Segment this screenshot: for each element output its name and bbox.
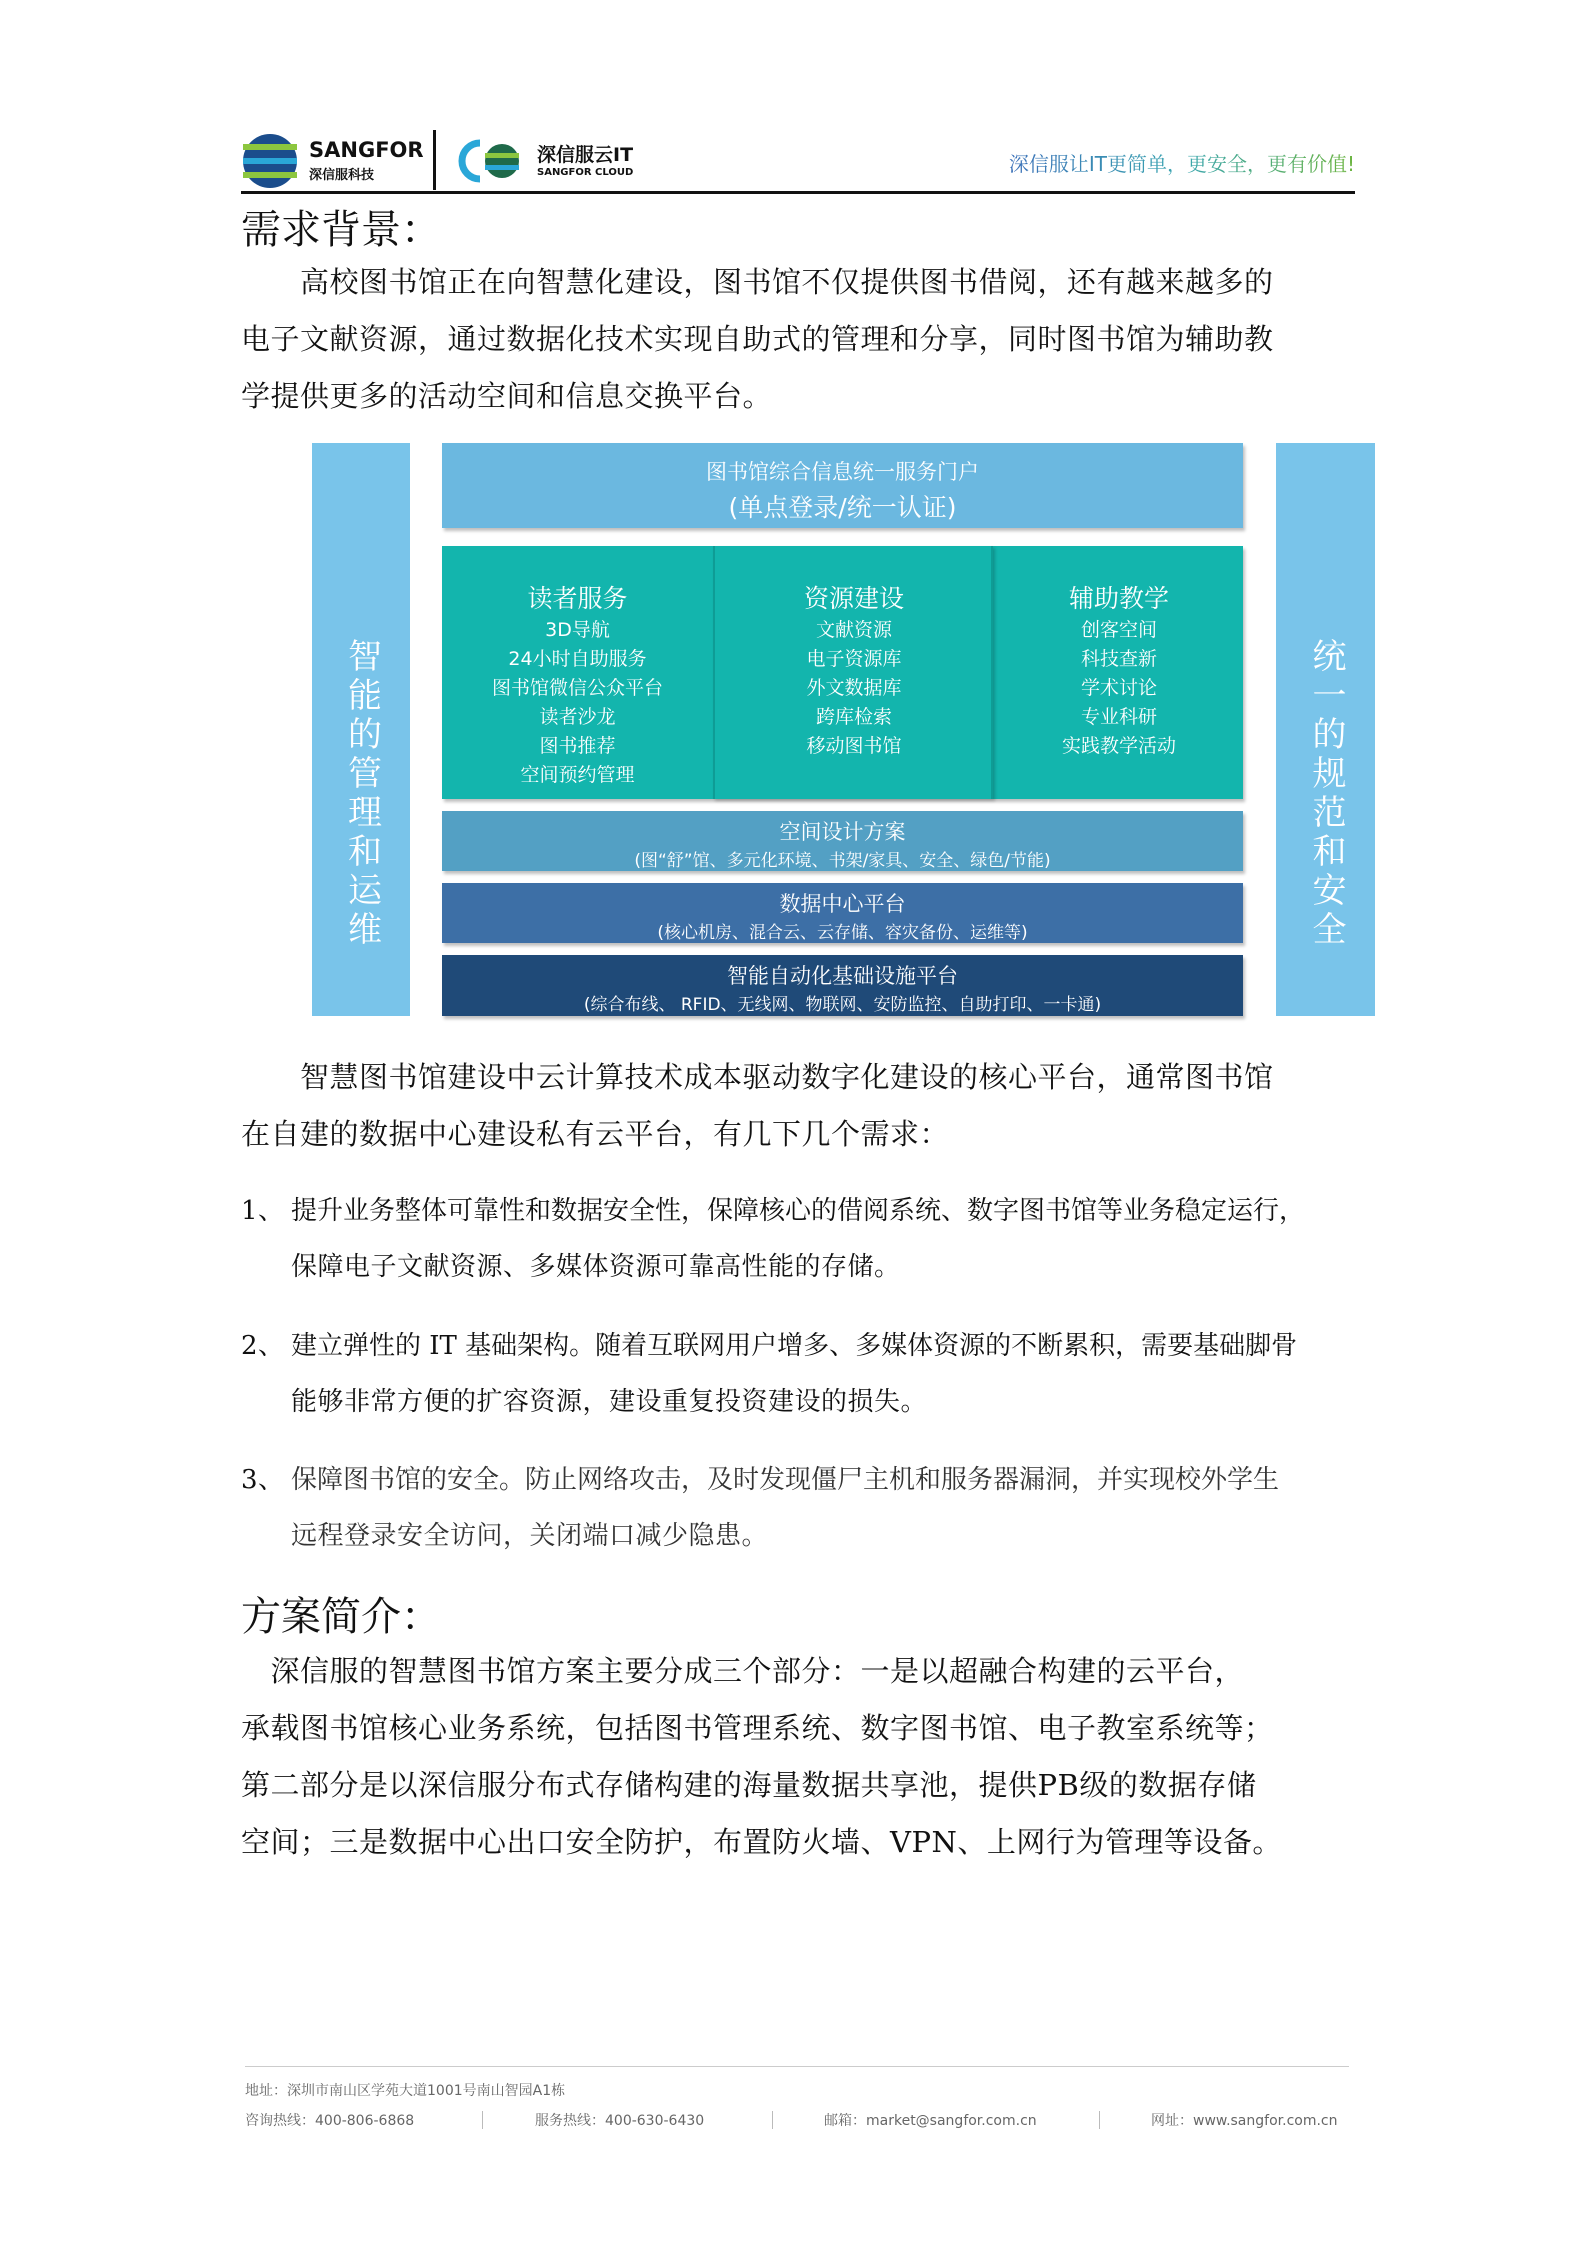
layer-title: 智能自动化基础设施平台 [727,964,958,988]
left-bar-label: 智能的管理和运维 [341,637,382,950]
footer-address: 地址：深圳市南山区学苑大道1001号南山智园A1栋 [245,2083,566,2099]
footer-separator [772,2111,773,2129]
footer-consult-phone: 咨询热线：400-806-6868 [245,2113,415,2129]
tagline: 深信服让IT更简单，更安全，更有价值! [1009,148,1355,177]
list-number: 1、 [241,1196,285,1226]
column-title: 读者服务 [527,584,628,613]
column-item: 读者沙龙 [539,706,616,728]
logo-divider [433,130,436,190]
column-title: 资源建设 [803,584,904,613]
column-item: 图书推荐 [539,735,616,757]
footer-website[interactable]: 网址：www.sangfor.com.cn [1151,2113,1338,2129]
list-number: 2、 [241,1331,285,1361]
footer-email[interactable]: 邮箱：market@sangfor.com.cn [824,2113,1037,2129]
column-item: 文献资源 [815,619,892,641]
portal-sub: (单点登录/统一认证) [728,493,957,522]
footer-separator [1099,2111,1100,2129]
column-teaching-support [991,546,1245,799]
list-number: 3、 [241,1465,285,1495]
column-item: 科技查新 [1080,648,1157,670]
paragraph-line: 承载图书馆核心业务系统，包括图书管理系统、数字图书馆、电子教室系统等； [241,1711,1274,1745]
logo-sangfor-sub: 深信服科技 [309,168,375,183]
layer-title: 数据中心平台 [779,892,906,916]
list-item-line: 保障图书馆的安全。防止网络攻击，及时发现僵尸主机和服务器漏洞，并实现校外学生 [291,1465,1280,1495]
paragraph-line: 第二部分是以深信服分布式存储构建的海量数据共享池，提供PB级的数据存储 [241,1768,1257,1802]
layer-sub: (图“舒”馆、多元化环境、书架/家具、安全、绿色/节能) [634,851,1051,871]
paragraph-line: 学提供更多的活动空间和信息交换平台。 [241,379,773,413]
layer-title: 空间设计方案 [779,820,906,844]
column-item: 24小时自助服务 [508,648,647,670]
services-box [442,546,1243,799]
portal-box [442,443,1243,528]
column-item: 跨库检索 [815,706,892,728]
paragraph-line: 深信服的智慧图书馆方案主要分成三个部分：一是以超融合构建的云平台， [241,1654,1245,1688]
header-rule [241,191,1355,194]
layer-sub: (综合布线、 RFID、无线网、物联网、安防监控、自助打印、一卡通) [583,995,1102,1015]
list-item-line: 能够非常方便的扩容资源，建设重复投资建设的损失。 [291,1387,928,1417]
sangfor-cloud-logo-icon [458,135,528,185]
section-heading-solution: 方案简介： [241,1594,441,1640]
footer-service-phone: 服务热线：400-630-6430 [535,2113,705,2129]
paragraph-line: 智慧图书馆建设中云计算技术成本驱动数字化建设的核心平台，通常图书馆 [241,1060,1274,1094]
logo-sangfor-text: SANGFOR [309,138,424,162]
column-item: 空间预约管理 [520,764,635,786]
layer-space-design [442,811,1243,871]
paragraph-line: 高校图书馆正在向智慧化建设，图书馆不仅提供图书借阅，还有越来越多的 [241,265,1274,299]
sangfor-logo-icon [241,132,299,190]
column-item: 外文数据库 [806,677,902,699]
left-bar-management [312,443,410,1016]
column-item: 实践教学活动 [1061,735,1176,757]
paragraph-line: 空间；三是数据中心出口安全防护，布置防火墙、VPN、上网行为管理等设备。 [241,1825,1282,1859]
paragraph-line: 电子文献资源，通过数据化技术实现自助式的管理和分享，同时图书馆为辅助教 [241,322,1274,356]
list-item-line: 建立弹性的 IT 基础架构。随着互联网用户增多、多媒体资源的不断累积，需要基础脚骨 [291,1331,1298,1361]
list-item-line: 远程登录安全访问，关闭端口减少隐患。 [291,1521,769,1551]
logo-cloud-sub: SANGFOR CLOUD [537,167,634,178]
column-item: 创客空间 [1080,619,1157,641]
section-heading-background: 需求背景： [241,207,441,253]
column-item: 电子资源库 [806,648,902,670]
list-item-line: 提升业务整体可靠性和数据安全性，保障核心的借阅系统、数字图书馆等业务稳定运行， [291,1196,1306,1226]
column-item: 学术讨论 [1080,677,1157,699]
column-item: 移动图书馆 [806,735,902,757]
right-bar-security [1276,443,1375,1016]
column-item: 图书馆微信公众平台 [491,677,663,699]
list-item-line: 保障电子文献资源、多媒体资源可靠高性能的存储。 [291,1252,901,1282]
column-reader-services [442,546,713,799]
layer-datacenter [442,883,1243,943]
paragraph-line: 在自建的数据中心建设私有云平台，有几下几个需求： [241,1117,950,1151]
layer-infrastructure [442,955,1243,1016]
right-bar-label: 统一的规范和安全 [1306,637,1346,950]
column-item: 3D导航 [545,619,610,641]
footer-rule [245,2066,1349,2067]
footer-separator [482,2111,483,2129]
column-title: 辅助教学 [1068,584,1169,613]
column-item: 专业科研 [1080,706,1157,728]
column-resource-building [713,546,993,799]
portal-title: 图书馆综合信息统一服务门户 [706,460,979,484]
layer-sub: (核心机房、混合云、云存储、容灾备份、运维等) [657,923,1028,943]
logo-cloud-text: 深信服云IT [537,144,634,166]
